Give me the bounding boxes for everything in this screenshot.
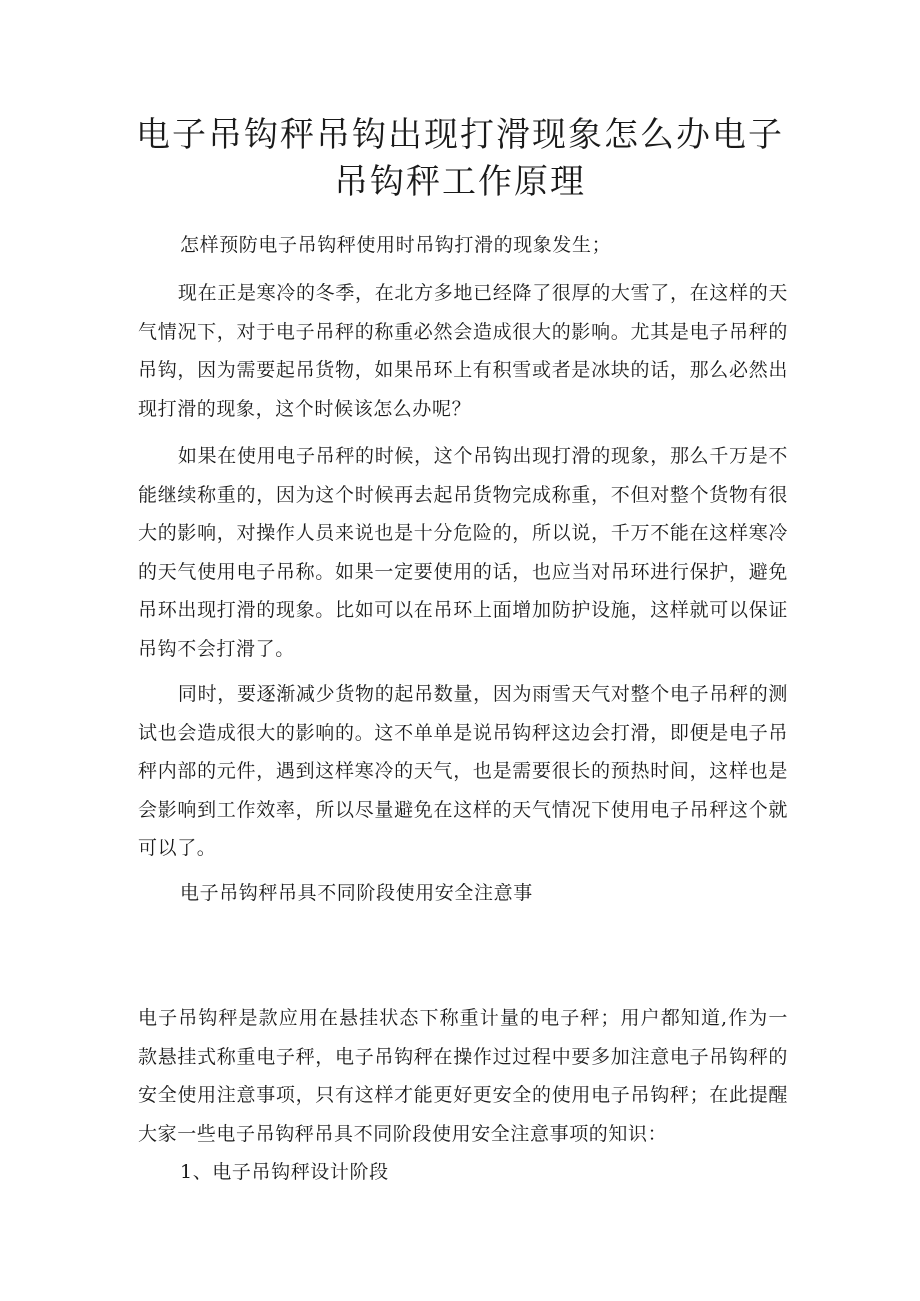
paragraph-intro: 怎样预防电子吊钩秤使用时吊钩打滑的现象发生；	[180, 234, 612, 256]
section-heading: 电子吊钩秤吊具不同阶段使用安全注意事	[180, 882, 533, 904]
document-title: 电子吊钩秤吊钩出现打滑现象怎么办电子吊钩秤工作原理	[136, 115, 784, 202]
paragraph-slipping-hook: 如果在使用电子吊秤的时候，这个吊钩出现打滑的现象，那么千万是不能继续称重的，因为这个时候再去起吊货物完成称重，不但对整个货物有很大的影响，对操作人员来说也是十分危险的，所以说，千万不能在这样寒冷的天气使用电子吊称。如果一定要使用的话，也应当对吊环进行保护，避免吊环出现打滑的现象。比如可以在吊环上面增加防护设施，这样就可以保证吊钩不会打滑了。	[138, 445, 788, 660]
paragraph-winter-weather: 现在正是寒冷的冬季，在北方多地已经降了很厚的大雪了，在这样的天气情况下，对于电子吊秤的称重必然会造成很大的影响。尤其是电子吊秤的吊钩，因为需要起吊货物，如果吊环上有积雪或者是冰块的话，那么必然出现打滑的现象，这个时候该怎么办呢？	[138, 282, 788, 420]
paragraph-overview: 电子吊钩秤是款应用在悬挂状态下称重计量的电子秤；用户都知道,作为一款悬挂式称重电子秤，电子吊钩秤在操作过过程中要多加注意电子吊钩秤的安全使用注意事项，只有这样才能更好更安全的使用电子吊钩秤；在此提醒大家一些电子吊钩秤吊具不同阶段使用安全注意事项的知识：	[138, 1007, 788, 1145]
list-item-design-stage: 1、电子吊钩秤设计阶段	[180, 1161, 389, 1183]
paragraph-reduce-lifting: 同时，要逐渐减少货物的起吊数量，因为雨雪天气对整个电子吊秤的测试也会造成很大的影响的。这不单单是说吊钩秤这边会打滑，即便是电子吊秤内部的元件，遇到这样寒冷的天气，也是需要很长的预热时间，这样也是会影响到工作效率，所以尽量避免在这样的天气情况下使用电子吊秤这个就可以了。	[138, 683, 788, 859]
